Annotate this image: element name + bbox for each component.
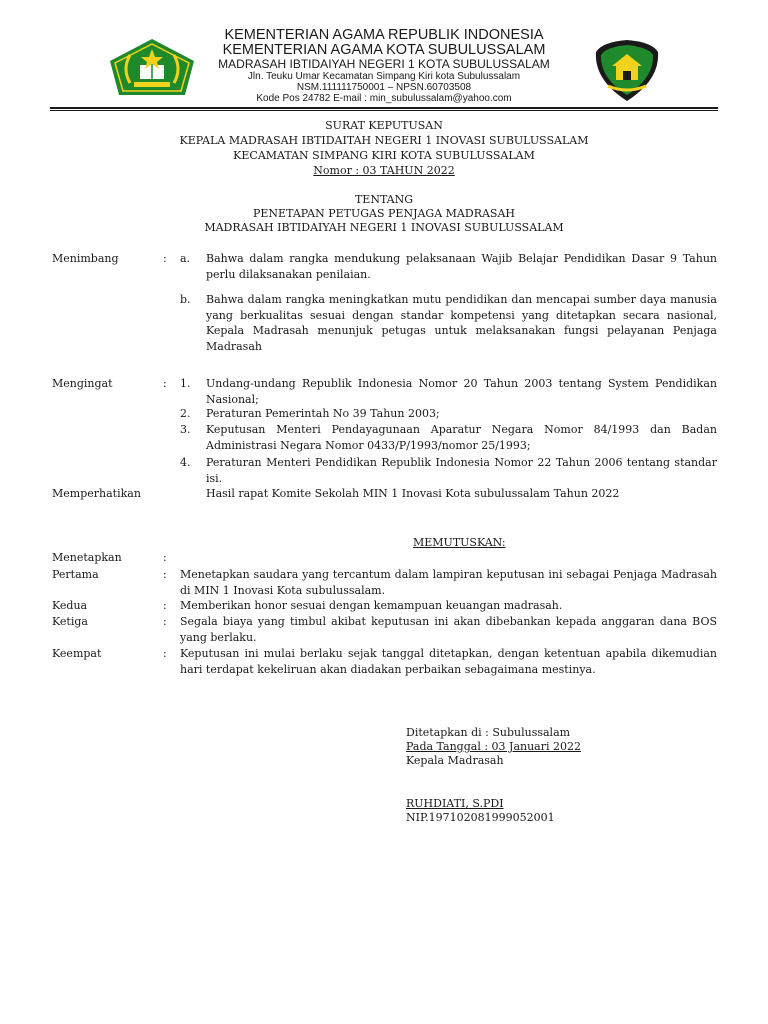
doc-number-wrap (0, 164, 768, 178)
decision-label-kedua: Kedua (52, 599, 88, 612)
doc-subject-1: PENETAPAN PETUGAS PENJAGA MADRASAH (253, 207, 515, 220)
decision-colon-pertama: : (163, 568, 167, 581)
menimbang-item-b: Bahwa dalam rangka meningkatkan mutu pendidikan dan mencapai sumber daya manusia yang berkualitas sesuai dengan standar kompetensi yang ditetapkan secara nasional, Kepala Madrasah menunjuk petugas untuk melaksanakan fungsi pelayanan Penjaga Madrasah (206, 293, 717, 353)
mengingat-marker-3: 3. (180, 423, 191, 436)
decision-colon-keempat: : (163, 647, 167, 660)
mengingat-marker-4: 4. (180, 456, 191, 469)
mengingat-item-1: Undang-undang Republik Indonesia Nomor 20 Tahun 2003 tentang System Pendidikan Nasional; (206, 377, 717, 406)
doc-title: SURAT KEPUTUSAN (325, 119, 443, 132)
memperhatikan-text: Hasil rapat Komite Sekolah MIN 1 Inovasi Kota subulussalam Tahun 2022 (206, 487, 620, 500)
signature-place: Ditetapkan di : Subulussalam (406, 726, 571, 739)
menimbang-marker-b: b. (180, 293, 191, 306)
letterhead-contact: Kode Pos 24782 E-mail : min_subulussalam@yahoo.com (256, 93, 512, 104)
mengingat-marker-2: 2. (180, 407, 191, 420)
doc-tentang: TENTANG (354, 193, 414, 206)
mengingat-label: Mengingat (52, 377, 113, 390)
letterhead-school: MADRASAH IBTIDAIYAH NEGERI 1 KOTA SUBULUSSALAM (218, 57, 550, 71)
decision-colon-ketiga: : (163, 615, 167, 628)
menimbang-label: Menimbang (52, 252, 119, 265)
signature-name: RUHDIATI, S.PDI (406, 797, 504, 810)
memperhatikan-label: Memperhatikan (52, 487, 141, 500)
signature-nip: NIP.197102081999052001 (406, 811, 555, 824)
decision-label-keempat: Keempat (52, 647, 102, 660)
decision-label-pertama: Pertama (52, 568, 99, 581)
mengingat-marker-1: 1. (180, 377, 191, 390)
doc-subject-2: MADRASAH IBTIDAIYAH NEGERI 1 INOVASI SUBULUSSALAM (204, 221, 564, 234)
memutuskan-heading: MEMUTUSKAN: (413, 536, 506, 549)
mengingat-item-2: Peraturan Pemerintah No 39 Tahun 2003; (206, 407, 440, 420)
decision-label-ketiga: Ketiga (52, 615, 88, 628)
mengingat-item-3: Keputusan Menteri Pendayagunaan Aparatur Negara Nomor 84/1993 dan Badan Administrasi Negara Nomor 0433/P/1993/nomor 25/1993; (206, 423, 717, 452)
letterhead-divider-thin (50, 110, 718, 111)
menimbang-colon: : (163, 252, 167, 265)
letterhead-divider (50, 107, 718, 109)
decision-label-menetapkan: Menetapkan (52, 551, 122, 564)
menimbang-item-a: Bahwa dalam rangka mendukung pelaksanaan Wajib Belajar Pendidikan Dasar 9 Tahun perlu dilaksanakan penilaian. (206, 252, 717, 281)
letterhead-nsm: NSM.111111750001 – NPSN.60703508 (296, 82, 472, 93)
letterhead-address: Jln. Teuku Umar Kecamatan Simpang Kiri kota Subulussalam (247, 71, 521, 82)
letterhead-ministry: KEMENTERIAN AGAMA REPUBLIK INDONESIA (224, 27, 544, 43)
mengingat-item-4: Peraturan Menteri Pendidikan Republik Indonesia Nomor 22 Tahun 2006 tentang standar isi. (206, 456, 717, 485)
doc-number: Nomor : 03 TAHUN 2022 (313, 164, 455, 177)
doc-district: KECAMATAN SIMPANG KIRI KOTA SUBULUSSALAM (233, 149, 535, 162)
signature-position: Kepala Madrasah (406, 754, 504, 767)
signature-date: Pada Tanggal : 03 Januari 2022 (406, 740, 582, 753)
decision-text-ketiga: Segala biaya yang timbul akibat keputusan ini akan dibebankan kepada anggaran dana BOS yang berlaku. (180, 615, 717, 644)
decision-text-keempat: Keputusan ini mulai berlaku sejak tanggal ditetapkan, dengan ketentuan apabila dikemudian hari terdapat kekeliruan akan diadakan perbaikan sebagaimana mestinya. (180, 647, 717, 676)
menimbang-marker-a: a. (180, 252, 191, 265)
doc-issuer: KEPALA MADRASAH IBTIDAITAH NEGERI 1 INOVASI SUBULUSSALAM (179, 134, 589, 147)
letterhead-office: KEMENTERIAN AGAMA KOTA SUBULUSSALAM (222, 42, 546, 58)
decision-colon-menetapkan: : (163, 551, 167, 564)
mengingat-colon: : (163, 377, 167, 390)
decision-text-pertama: Menetapkan saudara yang tercantum dalam lampiran keputusan ini sebagai Penjaga Madrasah di MIN 1 Inovasi Kota subulussalam. (180, 568, 717, 597)
decision-colon-kedua: : (163, 599, 167, 612)
decision-text-kedua: Memberikan honor sesuai dengan kemampuan keuangan madrasah. (180, 599, 563, 612)
